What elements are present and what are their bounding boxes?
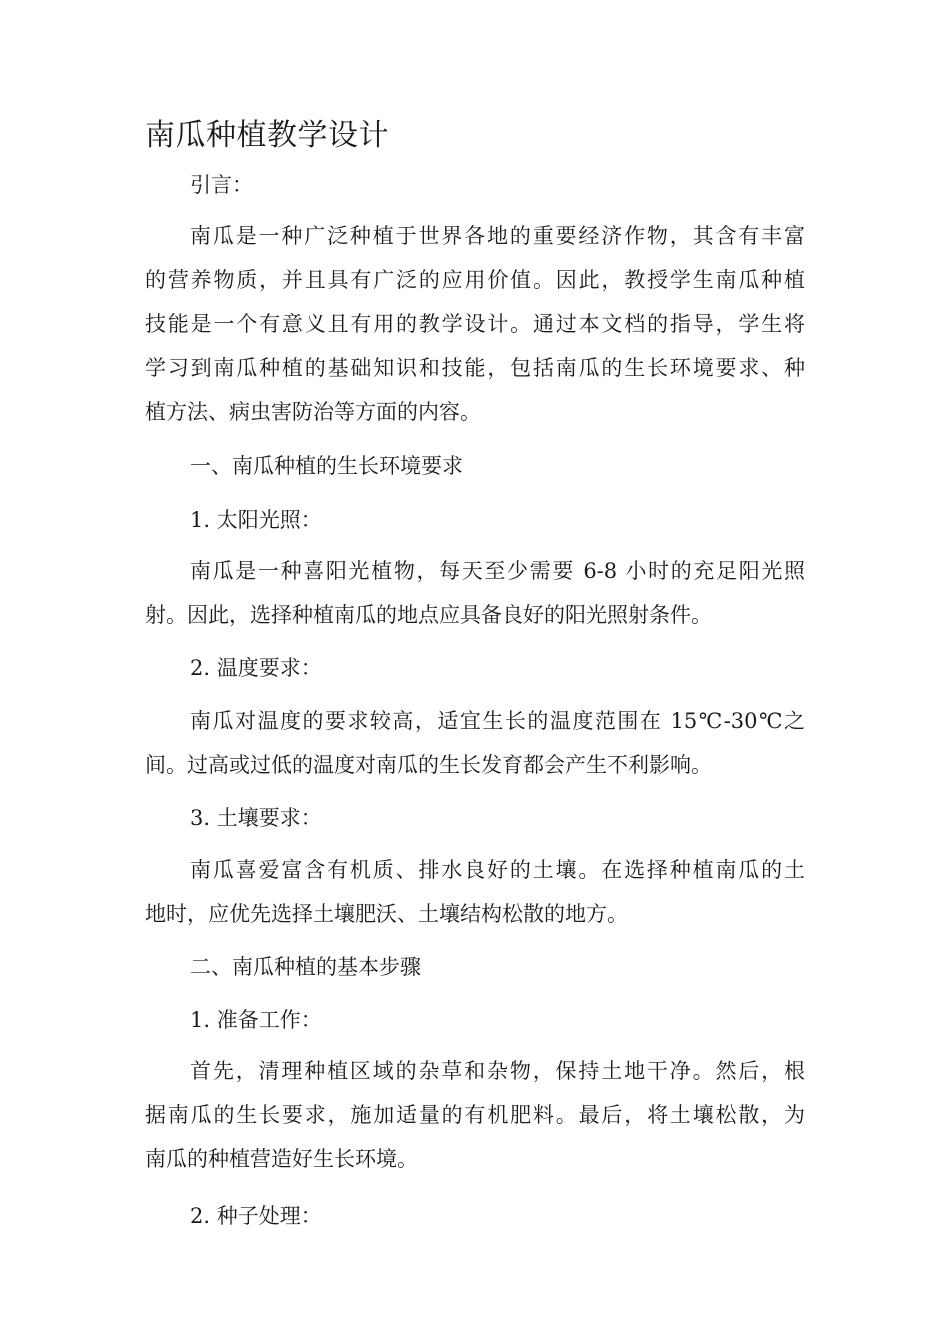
intro-paragraph: [145, 214, 805, 434]
section-heading: [145, 444, 805, 488]
item-heading: [145, 998, 805, 1042]
item-paragraph: [145, 848, 805, 936]
document-title: 南瓜种植教学设计: [145, 118, 389, 153]
text-line: 首先，清理种植区域的杂草和杂物，保持土地干净。然后，根: [190, 1059, 805, 1083]
text-line: 2. 温度要求：: [190, 656, 322, 680]
text-line: 2. 种子处理：: [190, 1204, 322, 1228]
text-line: 3. 土壤要求：: [190, 806, 322, 830]
text-line: 据南瓜的生长要求，施加适量的有机肥料。最后，将土壤松散，为: [145, 1103, 805, 1127]
text-line: 1. 太阳光照：: [190, 508, 322, 532]
text-line: 南瓜喜爱富含有机质、排水良好的土壤。在选择种植南瓜的土: [190, 858, 805, 882]
text-line: 的营养物质，并且具有广泛的应用价值。因此，教授学生南瓜种植: [145, 268, 805, 292]
text-line: 植方法、病虫害防治等方面的内容。: [145, 400, 481, 424]
text-line: 南瓜是一种喜阳光植物，每天至少需要 6-8 小时的充足阳光照: [190, 559, 805, 583]
text-line: 1. 准备工作：: [190, 1008, 322, 1032]
item-paragraph: [145, 549, 805, 637]
text-line: 一、南瓜种植的生长环境要求: [190, 454, 463, 478]
text-line: 引言：: [190, 173, 253, 197]
text-line: 技能是一个有意义且有用的教学设计。通过本文档的指导，学生将: [145, 312, 805, 336]
text-line: 学习到南瓜种植的基础知识和技能，包括南瓜的生长环境要求、种: [145, 356, 805, 380]
item-heading: [145, 1194, 805, 1238]
item-paragraph: [145, 699, 805, 787]
section-heading: [145, 945, 805, 989]
item-heading: [145, 796, 805, 840]
text-line: 间。过高或过低的温度对南瓜的生长发育都会产生不利影响。: [145, 753, 712, 777]
text-line: 二、南瓜种植的基本步骤: [190, 955, 421, 979]
text-line: 南瓜的种植营造好生长环境。: [145, 1147, 418, 1171]
item-paragraph: [145, 1049, 805, 1181]
text-line: 南瓜是一种广泛种植于世界各地的重要经济作物，其含有丰富: [190, 224, 805, 248]
text-line: 南瓜对温度的要求较高，适宜生长的温度范围在 15℃-30℃之: [190, 709, 805, 733]
text-line: 地时，应优先选择土壤肥沃、土壤结构松散的地方。: [145, 902, 628, 926]
intro-heading: [145, 163, 805, 207]
text-line: 射。因此，选择种植南瓜的地点应具备良好的阳光照射条件。: [145, 603, 712, 627]
item-heading: [145, 646, 805, 690]
item-heading: [145, 498, 805, 542]
